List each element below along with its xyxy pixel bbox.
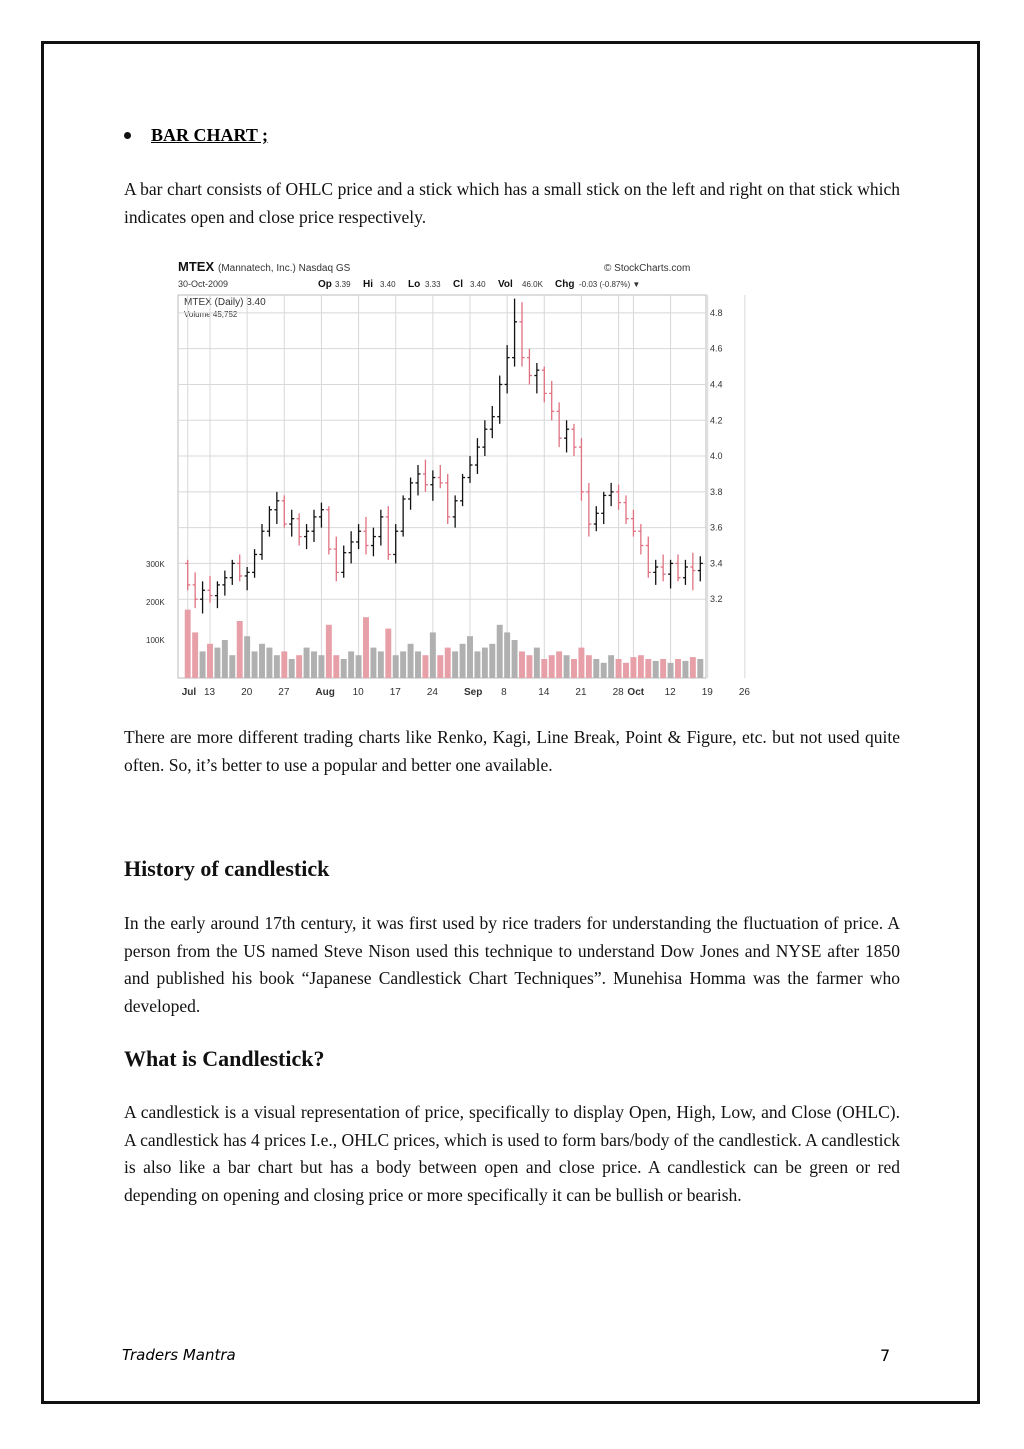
stat-label: Chg (555, 279, 575, 290)
stat-value: -0.03 (-0.87%) ▼ (579, 280, 641, 289)
chart-svg (146, 255, 750, 703)
volume-bar (348, 651, 354, 678)
charts-paragraph-block (124, 724, 900, 779)
intro-paragraph: A bar chart consists of OHLC price and a stick which has a small stick on the left and right on that stick which indicates open and close price respectively. (124, 179, 900, 227)
volume-bar (682, 661, 688, 678)
volume-bar (200, 651, 206, 678)
page-number: 7 (880, 1346, 891, 1365)
history-heading-block (124, 856, 900, 882)
volume-tick-label: 300K (146, 560, 165, 569)
volume-bar (638, 655, 644, 678)
volume-bar (415, 651, 421, 678)
volume-bar (408, 644, 414, 678)
volume-tick-label: 200K (146, 598, 165, 607)
ohlc-bar-chart (146, 255, 750, 703)
volume-bar (593, 659, 599, 678)
stat-value: 46.0K (522, 280, 543, 289)
volume-bar (474, 651, 480, 678)
date-tick-label: 14 (538, 687, 550, 698)
volume-bar (564, 655, 570, 678)
history-paragraph-block (124, 910, 900, 1020)
volume-bar (356, 655, 362, 678)
volume-bar (645, 659, 651, 678)
date-tick-label: Oct (627, 687, 645, 698)
volume-bar (616, 659, 622, 678)
intro-paragraph-block (124, 176, 900, 231)
volume-bar (445, 648, 451, 678)
date-tick-label: Sep (464, 687, 483, 698)
volume-bar (333, 655, 339, 678)
date-tick-label: 26 (738, 687, 750, 698)
volume-bar (393, 655, 399, 678)
volume-bar (341, 659, 347, 678)
volume-bar (363, 617, 369, 678)
volume-bar (259, 644, 265, 678)
volume-bar (601, 663, 607, 678)
date-tick-label: Jul (181, 687, 197, 698)
price-axis (710, 308, 723, 604)
volume-bar (430, 632, 436, 678)
volume-bar (489, 644, 495, 678)
volume-bar (296, 655, 302, 678)
volume-bar (370, 648, 376, 678)
stat-value: 3.39 (335, 280, 351, 289)
volume-bar (608, 655, 614, 678)
volume-bar (237, 621, 243, 678)
chart-source: © StockCharts.com (604, 263, 691, 274)
date-tick-label: 10 (352, 687, 364, 698)
date-tick-label: Aug (315, 687, 335, 698)
date-tick-label: 13 (204, 687, 216, 698)
bullet-icon (124, 132, 131, 139)
volume-bar (623, 663, 629, 678)
volume-bar (207, 644, 213, 678)
volume-bar (266, 648, 272, 678)
history-paragraph: In the early around 17th century, it was first used by rice traders for understanding the fluctuation of price. A person from the US named Steve Nison used this technique to understand Dow Jones and NYSE after 1850 and published his book “Japanese Candlestick Chart Techniques”. Munehisa Homma was the farmer who developed. (124, 913, 900, 1016)
date-tick-label: 12 (664, 687, 676, 698)
stat-label: Hi (363, 279, 373, 290)
stat-label: Vol (498, 279, 513, 290)
volume-bar (452, 651, 458, 678)
volume-bar (326, 625, 332, 678)
what-heading-block (124, 1046, 900, 1072)
volume-bar (497, 625, 503, 678)
chart-company: (Mannatech, Inc.) Nasdaq GS (218, 263, 351, 274)
volume-bar (586, 655, 592, 678)
volume-bar (675, 659, 681, 678)
what-paragraph: A candlestick is a visual representation of price, specifically to display Open, High, Low, and Close (OHLC). A candlestick has 4 prices I.e., OHLC prices, which is used to form bars/body of the candlestick. A candlestick is also like a bar chart but has a body between open and close price. A candlestick can be green or red depending on opening and closing price or more specifically it can be bullish or bearish. (124, 1102, 900, 1205)
volume-bar (318, 655, 324, 678)
volume-bar (244, 636, 250, 678)
legend-price: MTEX (Daily) 3.40 (184, 297, 266, 308)
price-tick-label: 4.4 (710, 379, 723, 390)
volume-bar (214, 648, 220, 678)
date-tick-label: 19 (701, 687, 713, 698)
volume-bar (482, 648, 488, 678)
date-tick-label: 21 (575, 687, 587, 698)
chart-ticker: MTEX (178, 259, 215, 274)
volume-bar (512, 640, 518, 678)
volume-bar (653, 661, 659, 678)
date-tick-label: 27 (278, 687, 290, 698)
history-heading: History of candlestick (124, 856, 330, 881)
date-tick-label: 28 (612, 687, 624, 698)
volume-bar (385, 629, 391, 678)
price-tick-label: 4.2 (710, 415, 723, 426)
volume-bar (504, 632, 510, 678)
volume-bar (578, 648, 584, 678)
price-tick-label: 3.2 (710, 594, 723, 605)
volume-bar (281, 651, 287, 678)
stat-label: Lo (408, 279, 421, 290)
volume-bar (192, 632, 198, 678)
volume-bar (437, 655, 443, 678)
volume-bar (467, 636, 473, 678)
stat-label: Op (318, 279, 332, 290)
date-tick-label: 20 (241, 687, 253, 698)
footer-brand: Traders Mantra (122, 1346, 236, 1364)
volume-bar (549, 655, 555, 678)
volume-bar (304, 648, 310, 678)
volume-bar (668, 663, 674, 678)
charts-paragraph: There are more different trading charts like Renko, Kagi, Line Break, Point & Figure, etc. but not used quite often. So, it’s better to use a popular and better one available. (124, 727, 900, 775)
volume-bar (697, 659, 703, 678)
volume-bar (460, 644, 466, 678)
price-tick-label: 3.6 (710, 522, 723, 533)
stat-value: 3.33 (425, 280, 441, 289)
stat-value: 3.40 (470, 280, 486, 289)
stat-value: 3.40 (380, 280, 396, 289)
price-tick-label: 3.8 (710, 486, 723, 497)
volume-bar (660, 659, 666, 678)
volume-bar (519, 651, 525, 678)
what-paragraph-block (124, 1099, 900, 1209)
volume-bar (556, 651, 562, 678)
volume-bar (541, 659, 547, 678)
volume-bar (690, 657, 696, 678)
chart-stats (318, 279, 640, 290)
chart-date: 30-Oct-2009 (178, 279, 229, 289)
price-tick-label: 3.4 (710, 558, 723, 569)
section-bullet (124, 125, 268, 146)
price-tick-label: 4.6 (710, 343, 723, 354)
volume-bar (630, 657, 636, 678)
volume-bar (185, 610, 191, 678)
volume-bar (571, 659, 577, 678)
price-tick-label: 4.0 (710, 451, 723, 462)
legend-volume: Volume 45,752 (184, 310, 238, 319)
stat-label: Cl (453, 279, 463, 290)
volume-bar (534, 648, 540, 678)
volume-bar (378, 651, 384, 678)
volume-bar (526, 655, 532, 678)
volume-bar (311, 651, 317, 678)
date-tick-label: 8 (501, 687, 507, 698)
volume-tick-label: 100K (146, 636, 165, 645)
price-tick-label: 4.8 (710, 307, 723, 318)
section-title: BAR CHART ; (151, 125, 269, 145)
date-tick-label: 17 (389, 687, 401, 698)
what-heading: What is Candlestick? (124, 1046, 325, 1071)
volume-bar (222, 640, 228, 678)
volume-bar (289, 659, 295, 678)
date-tick-label: 24 (426, 687, 438, 698)
volume-bar (274, 655, 280, 678)
volume-bar (229, 655, 235, 678)
volume-bar (252, 651, 258, 678)
volume-bar (422, 655, 428, 678)
volume-bar (400, 651, 406, 678)
